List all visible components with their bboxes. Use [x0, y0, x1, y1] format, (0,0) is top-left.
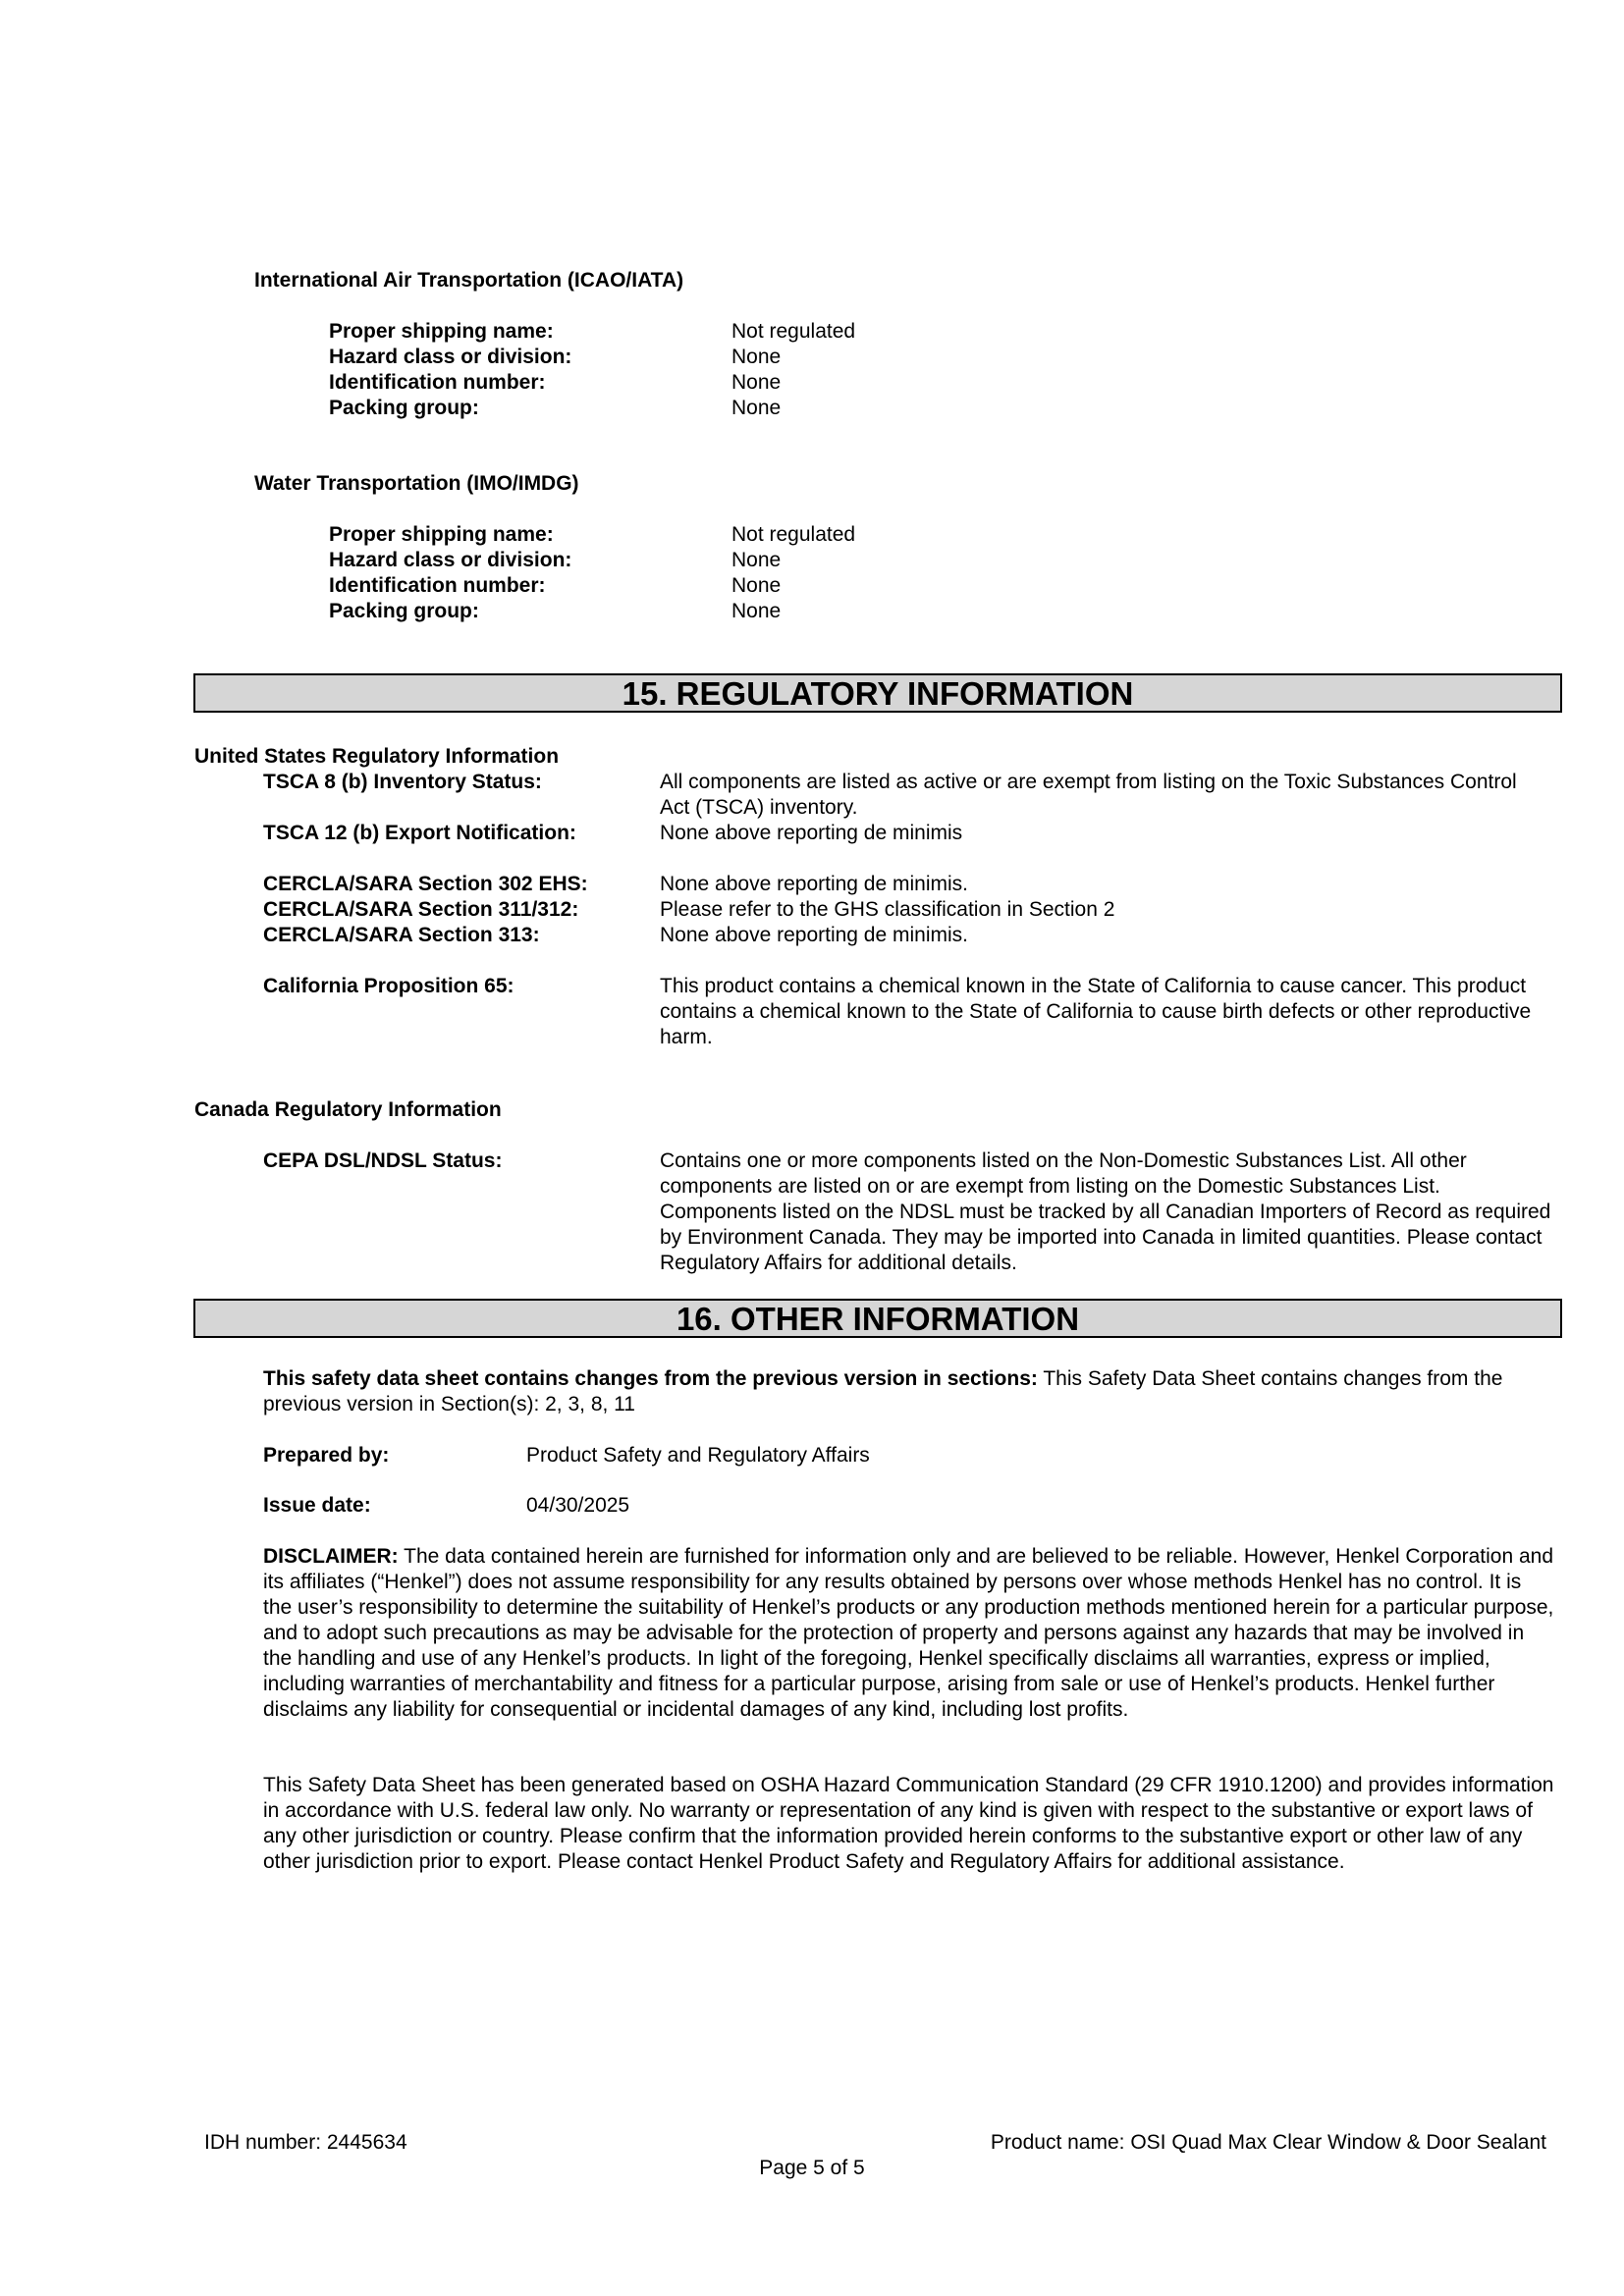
water-transport-heading: Water Transportation (IMO/IMDG)	[254, 472, 579, 495]
air-transport-heading: International Air Transportation (ICAO/IATA)	[254, 269, 684, 292]
footer-product-name: Product name: OSI Quad Max Clear Window & Door Sealant	[990, 2131, 1546, 2154]
prepared-by	[263, 1443, 870, 1468]
changes-text: This Safety Data Sheet contains changes from the previous version in Section(s): 2, 3, 8, 11	[263, 1367, 1503, 1415]
footer-page-number: Page 5 of 5	[759, 2157, 865, 2179]
row-value: None above reporting de minimis.	[660, 873, 968, 895]
changes-notice	[263, 1366, 1555, 1417]
canada-regulatory-heading: Canada Regulatory Information	[194, 1098, 502, 1121]
prepared-value: Product Safety and Regulatory Affairs	[526, 1444, 870, 1467]
disclaimer-label: DISCLAIMER:	[263, 1545, 399, 1568]
osha-statement: This Safety Data Sheet has been generated based on OSHA Hazard Communication Standard (29 CFR 1910.1200) and provides information in accordance with U.S. federal law only. No warranty or representation of any kind is given with respect to the substantive or export laws of any other jurisdiction or country. Please confirm that the information provided herein conforms to the substantive export or other law of any other jurisdiction prior to export. Please contact Henkel Product Safety and Regulatory Affairs for additional assistance.	[263, 1774, 1554, 1873]
row-label: TSCA 12 (b) Export Notification:	[263, 822, 576, 844]
row-value: Contains one or more components listed on the Non-Domestic Substances List. All other components are listed on or are exempt from listing on the Domestic Substances List. Components listed on the NDSL must be tracked by all Canadian Importers of Record as required by Environment Canada. They may be imported into Canada in limited quantities. Please contact Regulatory Affairs for additional details.	[660, 1149, 1551, 1274]
issue-value: 04/30/2025	[526, 1494, 630, 1517]
row-label: CERCLA/SARA Section 313:	[263, 924, 540, 946]
issue-label: Issue date:	[263, 1494, 371, 1517]
row-value: None	[731, 346, 782, 368]
row-value: None	[731, 549, 782, 571]
row-value: None	[731, 600, 782, 622]
issue-date	[263, 1493, 630, 1519]
row-value: All components are listed as active or are exempt from listing on the Toxic Substances Control Act (TSCA) inventory.	[660, 771, 1517, 819]
changes-label: This safety data sheet contains changes from the previous version in sections:	[263, 1367, 1038, 1390]
disclaimer	[263, 1544, 1555, 1723]
row-label: California Proposition 65:	[263, 975, 514, 997]
row-value: None	[731, 574, 782, 597]
row-value: Please refer to the GHS classification in Section 2	[660, 898, 1115, 921]
row-label: CEPA DSL/NDSL Status:	[263, 1149, 503, 1172]
row-label: CERCLA/SARA Section 311/312:	[263, 898, 579, 921]
row-value: This product contains a chemical known in the State of California to cause cancer. This product contains a chemical known to the State of California to cause birth defects or other reproductive harm.	[660, 975, 1532, 1048]
section-16-header: 16. OTHER INFORMATION	[193, 1299, 1562, 1338]
row-value: Not regulated	[731, 320, 856, 343]
section-15-header: 15. REGULATORY INFORMATION	[193, 673, 1562, 713]
row-label: Packing group:	[329, 397, 479, 419]
row-label: Proper shipping name:	[329, 320, 554, 343]
disclaimer-text: The data contained herein are furnished for information only and are believed to be reliable. However, Henkel Corporation and its affiliates (“Henkel”) does not assume responsibility for any results obtained by persons over whose methods Henkel has no control. It is the user’s responsibility to determine the suitability of Henkel’s products or any production methods mentioned herein for a particular purpose, and to adopt such precautions as may be advisable for the protection of property and persons against any hazards that may be involved in the handling and use of any Henkel’s products. In light of the foregoing, Henkel specifically disclaims all warranties, express or implied, including warranties of merchantability and fitness for a particular purpose, arising from sale or use of Henkel’s products. Henkel further disclaims any liability for consequential or incidental damages of any kind, including lost profits.	[263, 1545, 1554, 1721]
us-regulatory-heading: United States Regulatory Information	[194, 745, 560, 768]
row-label: Identification number:	[329, 574, 546, 597]
row-value: Not regulated	[731, 523, 856, 546]
row-label: Packing group:	[329, 600, 479, 622]
prepared-label: Prepared by:	[263, 1444, 390, 1467]
row-value: None	[731, 371, 782, 394]
row-value: None above reporting de minimis	[660, 822, 963, 844]
row-value: None above reporting de minimis.	[660, 924, 968, 946]
row-label: Hazard class or division:	[329, 549, 572, 571]
row-value: None	[731, 397, 782, 419]
row-label: Identification number:	[329, 371, 546, 394]
footer-idh-number: IDH number: 2445634	[204, 2131, 407, 2154]
row-label: TSCA 8 (b) Inventory Status:	[263, 771, 542, 793]
row-label: Proper shipping name:	[329, 523, 554, 546]
row-label: CERCLA/SARA Section 302 EHS:	[263, 873, 588, 895]
row-label: Hazard class or division:	[329, 346, 572, 368]
